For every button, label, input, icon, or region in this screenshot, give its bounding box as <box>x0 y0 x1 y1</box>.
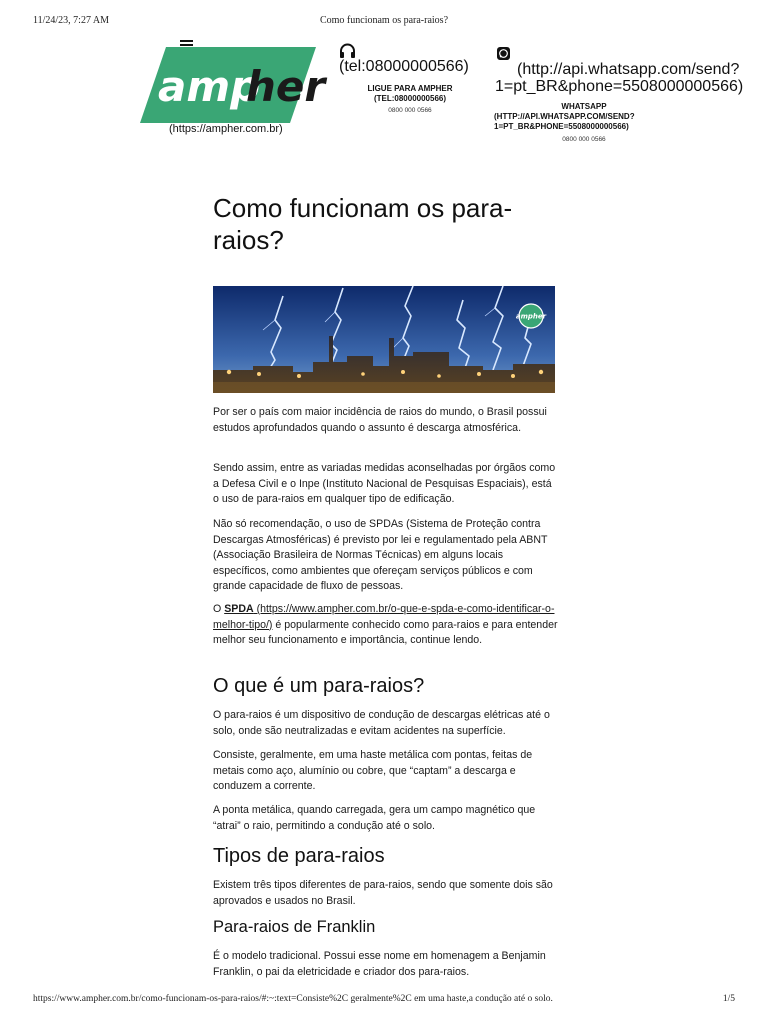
phone-label-line1: LIGUE PARA AMPHER <box>367 84 453 93</box>
logo-url[interactable]: (https://ampher.com.br) <box>169 123 283 135</box>
paragraph-ponta: A ponta metálica, quando carregada, gera um campo magnético que “atrai” o raio, permitindo a condução até o solo. <box>213 804 536 832</box>
article-title-line1: Como funcionam os para- <box>213 193 513 223</box>
print-footer-url: https://www.ampher.com.br/como-funcionam-os-para-raios/#:~:text=Consiste%2C geralmente%2C em uma haste,a condução até o solo. <box>33 994 553 1004</box>
phone-link[interactable]: (tel:08000000566) <box>339 58 469 75</box>
spda-prefix: O <box>213 603 225 615</box>
heading-franklin: Para-raios de Franklin <box>213 918 376 936</box>
spda-link-strong: SPDA <box>224 603 254 615</box>
whatsapp-number: 0800 000 0566 <box>562 136 606 143</box>
whatsapp-link-line1: (http://api.whatsapp.com/send? <box>517 61 740 78</box>
phone-number: 0800 000 0566 <box>388 107 432 114</box>
print-title: Como funcionam os para-raios? <box>319 15 449 26</box>
phone-label[interactable] <box>340 84 480 104</box>
whatsapp-link[interactable] <box>495 61 744 95</box>
heading-o-que-e: O que é um para-raios? <box>213 675 425 697</box>
paragraph-spda-law: Não só recomendação, o uso de SPDAs (Sistema de Proteção contra Descargas Atmosféricas) é previsto por lei e regulamentado pela ABNT (Associação Brasileira de Normas Técnicas) em alguns locais específicos, como ambientes que ofereçam serviços públicos e com grande capacidade de fluxo de pessoas. <box>213 518 548 592</box>
hero-badge-text: ampher <box>515 312 547 321</box>
article-title-line2: raios? <box>213 225 284 255</box>
whatsapp-label-line1: WHATSAPP <box>561 102 607 111</box>
print-date: 11/24/23, 7:27 AM <box>33 15 110 26</box>
headphones-icon <box>339 43 356 58</box>
article-title <box>213 192 558 256</box>
spda-link-url: (https://www.ampher.com.br/o-que-e-spda-e-como-identificar-o-melhor-tipo/) <box>213 603 555 631</box>
paragraph-spda-link <box>213 602 558 649</box>
logo-text-her: her <box>246 62 326 111</box>
paragraph-intro: Por ser o país com maior incidência de raios do mundo, o Brasil possui estudos aprofundados quando o assunto é descarga atmosférica. <box>213 406 547 434</box>
whatsapp-link-line2: 1=pt_BR&phone=5508000000566) <box>495 78 744 95</box>
whatsapp-label-line3: 1=PT_BR&PHONE=5508000000566) <box>494 122 629 131</box>
ampher-logo[interactable] <box>140 47 326 123</box>
whatsapp-icon <box>497 47 510 60</box>
paragraph-defesa-civil: Sendo assim, entre as variadas medidas aconselhadas por órgãos como a Defesa Civil e o Inpe (Instituto Nacional de Pesquisas Espaciais), está o uso de para-raios em qualquer tipo de edificação. <box>213 462 556 505</box>
whatsapp-label-line2: (HTTP://API.WHATSAPP.COM/SEND? <box>494 112 635 121</box>
spda-suffix: é popularmente conhecido como para-raios e para entender melhor seu funcionamento e importância, continue lendo. <box>213 618 558 646</box>
heading-tipos: Tipos de para-raios <box>213 845 385 867</box>
phone-label-line2: (TEL:08000000566) <box>373 94 447 103</box>
whatsapp-label[interactable] <box>494 102 674 132</box>
paragraph-definicao: O para-raios é um dispositivo de condução de descargas elétricas até o solo, onde são neutralizadas e evitam acidentes na superfície. <box>213 709 550 737</box>
paragraph-franklin: É o modelo tradicional. Possui esse nome em homenagem a Benjamin Franklin, o pai da eletricidade e criador dos para-raios. <box>213 950 546 978</box>
paragraph-tipos: Existem três tipos diferentes de para-raios, sendo que somente dois são aprovados e usados no Brasil. <box>213 879 553 907</box>
hero-image-lightning <box>213 286 555 393</box>
print-page-number: 1/5 <box>722 994 735 1004</box>
logo-text-amp: amp <box>158 62 261 111</box>
paragraph-haste: Consiste, geralmente, em uma haste metálica com pontas, feitas de metais como aço, alumínio ou cobre, que “captam” a descarga e conduzem a corrente. <box>213 749 533 792</box>
